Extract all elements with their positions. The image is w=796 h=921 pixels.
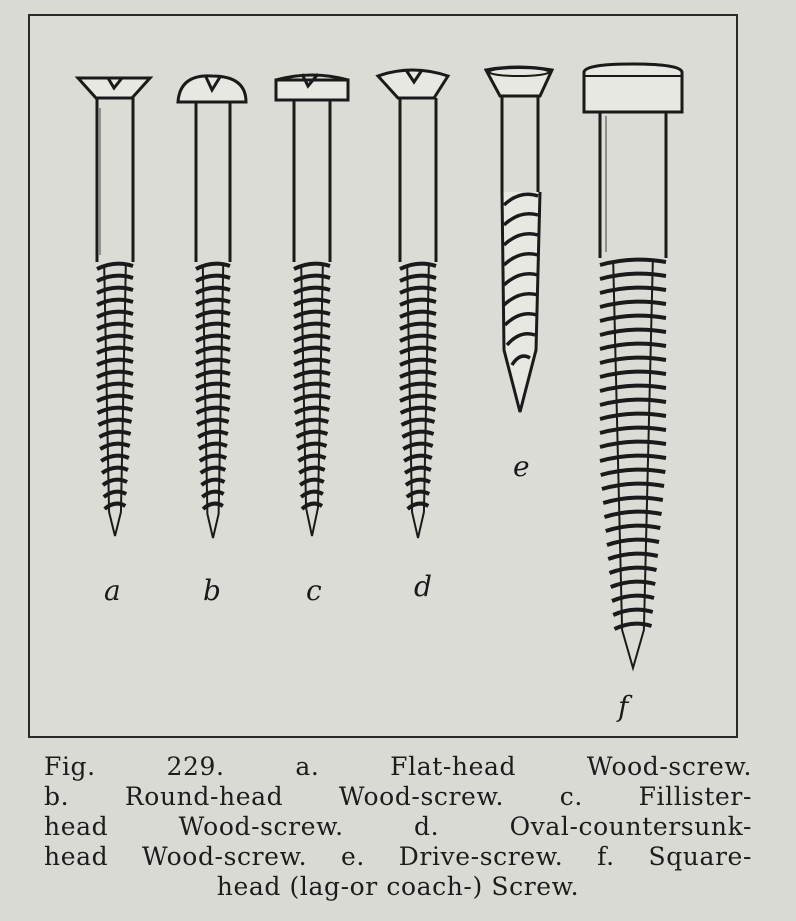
thread-line [600, 456, 666, 461]
thread-line [604, 512, 661, 517]
thread-line [400, 336, 436, 341]
thread-line [197, 408, 230, 413]
thread-line [611, 582, 656, 587]
caption-line-5: head (lag-or coach-) Screw. [216, 872, 580, 901]
thread-line [294, 276, 330, 281]
label-d: d [414, 570, 432, 603]
thread-group [97, 264, 133, 536]
thread-group [400, 264, 436, 538]
thread-line [102, 468, 128, 473]
label-b: b [203, 574, 221, 607]
thread-line [400, 360, 436, 365]
thread-line [196, 372, 230, 377]
thread-line [196, 348, 230, 353]
thread-line [99, 432, 130, 437]
caption-line-1: Fig. 229. a. Flat-head Wood-screw. [44, 752, 752, 781]
thread-line [609, 568, 656, 573]
thread-line [600, 302, 666, 307]
thread-line [196, 312, 230, 317]
thread-line [201, 480, 224, 485]
thread-line [294, 348, 330, 353]
thread-line [400, 312, 436, 317]
thread-line [298, 456, 325, 461]
thread-line [600, 358, 666, 363]
thread-line [400, 300, 436, 305]
thread-line [104, 492, 126, 497]
thread-core [613, 262, 653, 668]
caption-line-2: b. Round-head Wood-screw. c. Fillister- [44, 782, 752, 811]
thread-line [400, 276, 436, 281]
screw-b-round-head [178, 76, 246, 262]
thread-line [97, 396, 133, 401]
thread-line [196, 336, 230, 341]
thread-line [607, 540, 659, 545]
thread-group [600, 260, 666, 668]
thread-line [196, 264, 230, 269]
thread-line [103, 480, 127, 485]
thread-line [196, 276, 230, 281]
thread-line [294, 384, 330, 389]
thread-line [301, 492, 323, 497]
thread-line [97, 372, 133, 377]
thread-line [300, 480, 324, 485]
thread-line [196, 300, 230, 305]
thread-line [101, 456, 129, 461]
thread-line [196, 384, 230, 389]
thread-line [400, 264, 436, 269]
thread-line [294, 300, 330, 305]
thread-line [600, 260, 666, 265]
thread-line [600, 316, 666, 321]
thread-line [97, 300, 133, 305]
thread-line [200, 456, 226, 461]
thread-line [196, 360, 230, 365]
thread-line [400, 396, 436, 401]
thread-core [407, 266, 429, 538]
screw-a-flat-head [78, 78, 150, 262]
label-f: f [618, 690, 629, 723]
thread-line [400, 288, 436, 293]
thread-line [603, 498, 663, 503]
thread-line [600, 330, 666, 335]
thread-line [201, 468, 226, 473]
thread-line [400, 384, 436, 389]
screw-c-fillister-head [276, 74, 348, 262]
thread-line [600, 288, 666, 293]
thread-line [600, 400, 666, 405]
screw-threads [97, 260, 666, 668]
thread-line [600, 372, 666, 377]
thread-line [402, 420, 435, 425]
thread-line [199, 444, 227, 449]
thread-group [196, 264, 230, 538]
thread-line [203, 504, 223, 509]
thread-line [97, 360, 133, 365]
thread-line [97, 276, 133, 281]
thread-line [404, 456, 432, 461]
thread-line [600, 428, 666, 433]
thread-line [602, 484, 664, 489]
thread-line [400, 324, 436, 329]
screw-e-drive-screw [486, 67, 552, 412]
thread-line [294, 396, 330, 401]
thread-line [600, 274, 666, 279]
thread-line [613, 610, 653, 615]
thread-line [297, 432, 328, 437]
thread-line [294, 324, 330, 329]
thread-line [600, 414, 666, 419]
thread-line [197, 420, 228, 425]
label-c: c [306, 574, 322, 607]
thread-line [296, 420, 329, 425]
thread-core [203, 266, 223, 538]
thread-line [294, 288, 330, 293]
thread-line [294, 360, 330, 365]
caption-line-3: head Wood-screw. d. Oval-countersunk- [44, 812, 752, 841]
thread-line [402, 432, 433, 437]
thread-line [196, 324, 230, 329]
thread-line [100, 444, 129, 449]
thread-line [405, 468, 431, 473]
thread-line [97, 336, 133, 341]
caption-line-4: head Wood-screw. e. Drive-screw. f. Square- [44, 842, 752, 871]
thread-line [97, 288, 133, 293]
thread-line [97, 384, 133, 389]
thread-group [294, 264, 330, 536]
figure-caption [44, 752, 752, 902]
label-a: a [104, 574, 121, 607]
thread-line [601, 470, 666, 475]
thread-line [294, 372, 330, 377]
thread-line [98, 408, 133, 413]
thread-line [97, 312, 133, 317]
thread-line [105, 504, 126, 509]
thread-line [600, 442, 666, 447]
thread-line [97, 264, 133, 269]
thread-line [606, 526, 661, 531]
thread-line [401, 408, 436, 413]
thread-line [400, 372, 436, 377]
thread-line [600, 386, 666, 391]
thread-line [294, 264, 330, 269]
thread-line [99, 420, 132, 425]
thread-line [196, 288, 230, 293]
thread-line [400, 348, 436, 353]
thread-line [202, 492, 223, 497]
screw-f-square-head [584, 64, 682, 258]
thread-line [97, 324, 133, 329]
screw-d-oval-countersunk [378, 70, 448, 262]
thread-line [403, 444, 432, 449]
thread-line [294, 336, 330, 341]
thread-line [198, 432, 228, 437]
thread-line [295, 408, 329, 413]
thread-line [612, 596, 654, 601]
thread-line [614, 624, 651, 629]
thread-line [302, 504, 322, 509]
thread-line [608, 554, 658, 559]
thread-line [407, 492, 429, 497]
thread-line [299, 468, 324, 473]
thread-line [294, 312, 330, 317]
thread-line [408, 504, 429, 509]
thread-line [297, 444, 326, 449]
thread-line [97, 348, 133, 353]
label-e: e [513, 450, 530, 483]
thread-line [196, 396, 230, 401]
thread-line [406, 480, 430, 485]
thread-line [600, 344, 666, 349]
